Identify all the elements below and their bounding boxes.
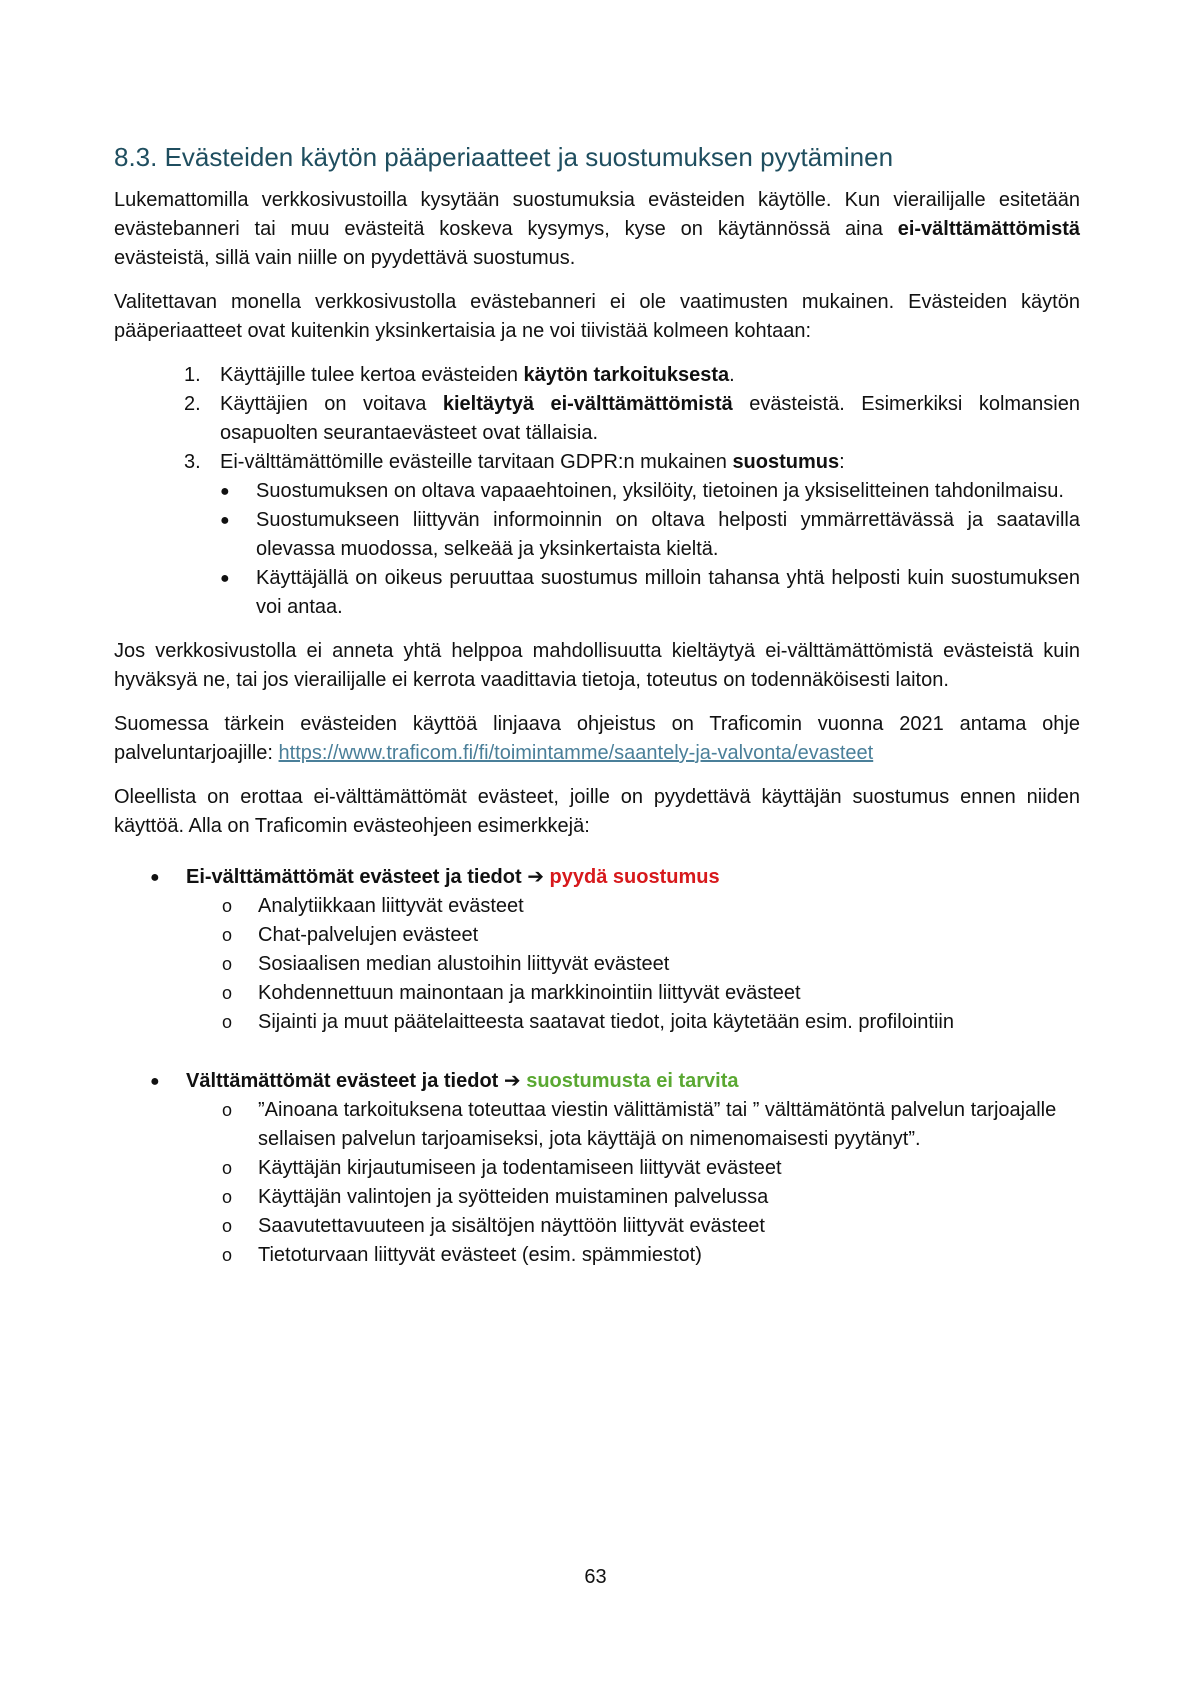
list-item [184,448,1080,477]
group-title-text: Välttämättömät evästeet ja tiedot [186,1070,499,1092]
ordered-list [114,361,1080,622]
list-text: Käyttäjällä on oikeus peruuttaa suostumus milloin tahansa yhtä helposti kuin suostumuksen voi antaa. [256,567,1080,618]
text: . [729,364,735,386]
section-heading: 8.3. Evästeiden käytön pääperiaatteet ja suostumuksen pyytäminen [114,142,894,172]
bold-text: ei-välttämättömistä [897,218,1080,240]
list-item [222,1241,1080,1270]
circle-bullet-icon: o [222,1216,233,1236]
list-item [222,1008,1080,1037]
bold-text: käytön tarkoituksesta [523,364,730,386]
essential-group [114,1067,1080,1270]
arrow-right-icon: ➔ [527,866,544,888]
list-item [222,921,1080,950]
text: Lukemattomilla verkkosivustoilla kysytään suostumuksia evästeiden käytölle. Kun vierailijalle esitetään evästebanneri tai muu evästeitä koskeva kysymys, kyse on käytännössä aina [114,189,1080,240]
list-text: Tietoturvaan liittyvät evästeet (esim. spämmiestot) [258,1244,702,1266]
bullet-icon: ● [220,512,230,529]
list-text: Suostumuksen on oltava vapaaehtoinen, yksilöity, tietoinen ja yksiselitteinen tahdonilmaisu. [256,480,1064,502]
bullet-icon: ● [220,570,230,587]
list-item [222,1096,1080,1154]
circle-bullet-icon: o [222,1012,233,1032]
list-text: Chat-palvelujen evästeet [258,924,479,946]
list-item [184,390,1080,448]
group-title [186,863,720,892]
list-item [220,506,1080,564]
paragraph-intro [114,186,1080,273]
text: evästeistä. Esimerkiksi kolmansien osapuolten seurantaevästeet ovat tällaisia. [220,393,1080,444]
group-header [150,863,1080,892]
list-text [220,390,1080,448]
list-text [220,361,1080,390]
paragraph-guidance [114,710,1080,768]
text: : [839,451,845,473]
list-item [222,979,1080,1008]
document-page [114,140,1080,1270]
bold-text: kieltäytyä ei-välttämättömistä [442,393,733,415]
list-text: Käyttäjän kirjautumiseen ja todentamiseen liittyvät evästeet [258,1157,782,1179]
list-text: Käyttäjän valintojen ja syötteiden muistaminen palvelussa [258,1186,769,1208]
list-number: 2. [184,393,201,415]
list-item [220,477,1080,506]
list-text: Suostumukseen liittyvän informoinnin on oltava helposti ymmärrettävässä ja saatavilla olevassa muodossa, selkeää ja yksinkertaista kieltä. [256,509,1080,560]
text: Käyttäjille tulee kertoa evästeiden [220,364,524,386]
list-item [222,1154,1080,1183]
circle-bullet-icon: o [222,1245,233,1265]
page-number: 63 [584,1566,607,1588]
paragraph-illegal: Jos verkkosivustolla ei anneta yhtä helppoa mahdollisuutta kieltäytyä ei-välttämättömistä evästeistä kuin hyväksyä ne, tai jos vierailijalle ei kerrota vaadittavia tietoja, toteutus on todennäköisesti laiton. [114,640,1080,691]
list-number: 3. [184,451,201,473]
circle-bullet-icon: o [222,896,233,916]
circle-bullet-icon: o [222,954,233,974]
paragraph-principles: Valitettavan monella verkkosivustolla evästebanneri ei ole vaatimusten mukainen. Evästeiden käytön pääperiaatteet ovat kuitenkin yksinkertaisia ja ne voi tiivistää kolmeen kohtaan: [114,291,1080,342]
group-header [150,1067,1080,1096]
circle-bullet-icon: o [222,1100,233,1120]
bullet-icon: ● [220,483,230,500]
text: Käyttäjien on voitava [220,393,443,415]
list-text: Sijainti ja muut päätelaitteesta saatavat tiedot, joita käytetään esim. profilointiin [258,1011,954,1033]
traficom-link[interactable]: https://www.traficom.fi/fi/toimintamme/saantely-ja-valvonta/evasteet [278,742,874,764]
group-title-text: Ei-välttämättömät evästeet ja tiedot [186,866,522,888]
list-text: Kohdennettuun mainontaan ja markkinointiin liittyvät evästeet [258,982,801,1004]
paragraph-examples-intro: Oleellista on erottaa ei-välttämättömät evästeet, joille on pyydettävä käyttäjän suostumus ennen niiden käyttöä. Alla on Traficomin evästeohjeen esimerkkejä: [114,786,1080,837]
non-essential-group [114,863,1080,1037]
consent-requirements-list [114,477,1080,622]
list-text: Analytiikkaan liittyvät evästeet [258,895,524,917]
list-text: Sosiaalisen median alustoihin liittyvät evästeet [258,953,670,975]
list-item [222,1212,1080,1241]
list-text: Saavutettavuuteen ja sisältöjen näyttöön liittyvät evästeet [258,1215,765,1237]
circle-bullet-icon: o [222,983,233,1003]
circle-bullet-icon: o [222,925,233,945]
list-item [222,1183,1080,1212]
action-label: suostumusta ei tarvita [526,1070,739,1092]
text: evästeistä, sillä vain niille on pyydettävä suostumus. [114,247,576,269]
bullet-icon: ● [150,869,160,886]
list-item [222,950,1080,979]
circle-bullet-icon: o [222,1187,233,1207]
list-text: ”Ainoana tarkoituksena toteuttaa viestin välittämistä” tai ” välttämätöntä palvelun tarjoajalle sellaisen palvelun tarjoamiseksi, jota käyttäjä on nimenomaisesti pyytänyt”. [258,1099,1057,1150]
list-item [184,361,1080,390]
action-label: pyydä suostumus [549,866,720,888]
list-number: 1. [184,364,201,386]
bullet-icon: ● [150,1073,160,1090]
list-item [220,564,1080,622]
circle-bullet-icon: o [222,1158,233,1178]
text: Suomessa tärkein evästeiden käyttöä linjaava ohjeistus on Traficomin vuonna 2021 antama ohje palveluntarjoajille: [114,713,1080,764]
text: Ei-välttämättömille evästeille tarvitaan GDPR:n mukainen [220,451,733,473]
arrow-right-icon: ➔ [503,1070,521,1092]
spacer [114,1037,1080,1067]
list-text [220,448,1080,477]
list-item [222,892,1080,921]
bold-text: suostumus [732,451,840,473]
group-title [186,1067,739,1096]
